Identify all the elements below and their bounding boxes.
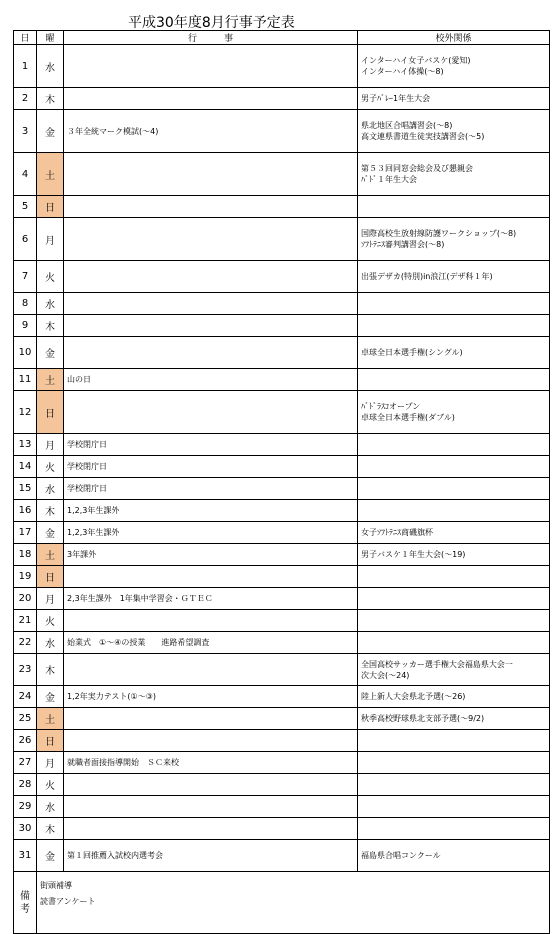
external-cell bbox=[358, 610, 550, 632]
table-row bbox=[14, 840, 550, 872]
table-row bbox=[14, 730, 550, 752]
day-cell: 12 bbox=[14, 391, 37, 434]
external-cell: ﾊﾞﾄﾞﾗｽｺオープン 卓球全日本選手権(ダブル) bbox=[358, 391, 550, 434]
table-row bbox=[14, 500, 550, 522]
event-cell bbox=[64, 196, 358, 218]
table-row bbox=[14, 153, 550, 196]
external-cell bbox=[358, 478, 550, 500]
weekday-cell: 月 bbox=[37, 218, 64, 261]
external-cell: インターハイ女子バスケ(愛知) インターハイ体操(～8) bbox=[358, 45, 550, 88]
weekday-cell: 水 bbox=[37, 293, 64, 315]
external-cell: 出張デザカ(特別)in浪江(デザ科１年) bbox=[358, 261, 550, 293]
table-row bbox=[14, 88, 550, 110]
day-cell: 19 bbox=[14, 566, 37, 588]
event-cell: 3年課外 bbox=[64, 544, 358, 566]
weekday-cell: 土 bbox=[37, 153, 64, 196]
event-cell: 学校閉庁日 bbox=[64, 478, 358, 500]
weekday-cell: 金 bbox=[37, 110, 64, 153]
weekday-cell: 火 bbox=[37, 456, 64, 478]
table-row bbox=[14, 315, 550, 337]
event-cell: 1,2,3年生課外 bbox=[64, 500, 358, 522]
remarks-label: 備 考 bbox=[14, 872, 37, 934]
day-cell: 24 bbox=[14, 686, 37, 708]
event-cell: 就職者面接指導開始 ＳＣ来校 bbox=[64, 752, 358, 774]
day-cell: 30 bbox=[14, 818, 37, 840]
day-cell: 23 bbox=[14, 654, 37, 686]
external-cell: 福島県合唱コンクール bbox=[358, 840, 550, 872]
weekday-cell: 月 bbox=[37, 752, 64, 774]
day-cell: 7 bbox=[14, 261, 37, 293]
day-cell: 21 bbox=[14, 610, 37, 632]
event-cell: ３年全統マーク模試(～4) bbox=[64, 110, 358, 153]
external-cell: 陸上新人大会県北予選(～26) bbox=[358, 686, 550, 708]
page-title: 平成30年度8月行事予定表 bbox=[128, 15, 295, 31]
weekday-cell: 木 bbox=[37, 654, 64, 686]
weekday-cell: 木 bbox=[37, 818, 64, 840]
external-cell: 全国高校サッカー選手権大会福島県大会一 次大会(～24) bbox=[358, 654, 550, 686]
table-row bbox=[14, 196, 550, 218]
table-row bbox=[14, 391, 550, 434]
weekday-cell: 火 bbox=[37, 774, 64, 796]
header-external: 校外関係 bbox=[358, 31, 550, 45]
day-cell: 9 bbox=[14, 315, 37, 337]
table-row bbox=[14, 588, 550, 610]
external-cell bbox=[358, 752, 550, 774]
day-cell: 4 bbox=[14, 153, 37, 196]
event-cell bbox=[64, 391, 358, 434]
table-row bbox=[14, 544, 550, 566]
table-row bbox=[14, 818, 550, 840]
external-cell: 秋季高校野球県北支部予選(～9/2) bbox=[358, 708, 550, 730]
weekday-cell: 木 bbox=[37, 500, 64, 522]
day-cell: 2 bbox=[14, 88, 37, 110]
remarks-notes bbox=[37, 872, 550, 934]
event-cell bbox=[64, 218, 358, 261]
day-cell: 17 bbox=[14, 522, 37, 544]
day-cell: 31 bbox=[14, 840, 37, 872]
table-row bbox=[14, 632, 550, 654]
table-row bbox=[14, 293, 550, 315]
external-cell bbox=[358, 796, 550, 818]
remark-line: 読書アンケート bbox=[40, 897, 96, 906]
day-cell: 26 bbox=[14, 730, 37, 752]
weekday-cell: 日 bbox=[37, 391, 64, 434]
weekday-cell: 日 bbox=[37, 566, 64, 588]
weekday-cell: 日 bbox=[37, 196, 64, 218]
external-cell: 県北地区合唱講習会(～8) 高文連県書道生徒実技講習会(～5) bbox=[358, 110, 550, 153]
event-cell: 2,3年生課外 1年集中学習会・ＧＴＥＣ bbox=[64, 588, 358, 610]
table-row bbox=[14, 774, 550, 796]
table-row bbox=[14, 434, 550, 456]
day-cell: 3 bbox=[14, 110, 37, 153]
external-cell bbox=[358, 196, 550, 218]
event-cell bbox=[64, 774, 358, 796]
weekday-cell: 金 bbox=[37, 840, 64, 872]
external-cell bbox=[358, 566, 550, 588]
event-cell bbox=[64, 818, 358, 840]
weekday-cell: 金 bbox=[37, 686, 64, 708]
table-row bbox=[14, 456, 550, 478]
day-cell: 6 bbox=[14, 218, 37, 261]
day-cell: 25 bbox=[14, 708, 37, 730]
event-cell: 始業式 ①～④の授業 進路希望調査 bbox=[64, 632, 358, 654]
day-cell: 15 bbox=[14, 478, 37, 500]
table-row bbox=[14, 796, 550, 818]
event-cell bbox=[64, 708, 358, 730]
table-row bbox=[14, 110, 550, 153]
weekday-cell: 木 bbox=[37, 315, 64, 337]
external-cell: 男子ﾊﾞﾚｰ1年生大会 bbox=[358, 88, 550, 110]
external-cell bbox=[358, 369, 550, 391]
event-cell bbox=[64, 45, 358, 88]
event-cell: 1,2,3年生課外 bbox=[64, 522, 358, 544]
table-row bbox=[14, 686, 550, 708]
table-row bbox=[14, 369, 550, 391]
weekday-cell: 土 bbox=[37, 369, 64, 391]
event-cell bbox=[64, 610, 358, 632]
event-cell bbox=[64, 293, 358, 315]
table-row bbox=[14, 218, 550, 261]
weekday-cell: 水 bbox=[37, 632, 64, 654]
table-row bbox=[14, 752, 550, 774]
day-cell: 5 bbox=[14, 196, 37, 218]
event-cell: 山の日 bbox=[64, 369, 358, 391]
day-cell: 27 bbox=[14, 752, 37, 774]
event-cell bbox=[64, 88, 358, 110]
header-row bbox=[14, 31, 550, 45]
external-cell bbox=[358, 434, 550, 456]
day-cell: 18 bbox=[14, 544, 37, 566]
external-cell: 国際高校生放射線防護ワークショップ(～8) ｿﾌﾄﾃﾆｽ審判講習会(～8) bbox=[358, 218, 550, 261]
table-row bbox=[14, 478, 550, 500]
event-cell: 第１回推薦入試校内選考会 bbox=[64, 840, 358, 872]
day-cell: 10 bbox=[14, 337, 37, 369]
day-cell: 14 bbox=[14, 456, 37, 478]
table-row bbox=[14, 566, 550, 588]
event-cell: 1,2年実力テスト(①～③) bbox=[64, 686, 358, 708]
external-cell: 卓球全日本選手権(シングル) bbox=[358, 337, 550, 369]
event-cell bbox=[64, 796, 358, 818]
table-row bbox=[14, 708, 550, 730]
event-cell: 学校閉庁日 bbox=[64, 434, 358, 456]
remarks-row bbox=[14, 872, 550, 934]
external-cell bbox=[358, 818, 550, 840]
table-row bbox=[14, 337, 550, 369]
event-cell: 学校閉庁日 bbox=[64, 456, 358, 478]
external-cell bbox=[358, 456, 550, 478]
header-weekday: 曜 bbox=[37, 31, 64, 45]
external-cell bbox=[358, 774, 550, 796]
external-cell: 女子ｿﾌﾄﾃﾆｽ商磯旗杯 bbox=[358, 522, 550, 544]
event-cell bbox=[64, 654, 358, 686]
weekday-cell: 木 bbox=[37, 88, 64, 110]
day-cell: 13 bbox=[14, 434, 37, 456]
weekday-cell: 日 bbox=[37, 730, 64, 752]
external-cell bbox=[358, 500, 550, 522]
weekday-cell: 火 bbox=[37, 610, 64, 632]
day-cell: 28 bbox=[14, 774, 37, 796]
weekday-cell: 水 bbox=[37, 478, 64, 500]
weekday-cell: 土 bbox=[37, 708, 64, 730]
weekday-cell: 水 bbox=[37, 796, 64, 818]
weekday-cell: 月 bbox=[37, 434, 64, 456]
external-cell bbox=[358, 632, 550, 654]
table-row bbox=[14, 610, 550, 632]
day-cell: 1 bbox=[14, 45, 37, 88]
table-row bbox=[14, 654, 550, 686]
external-cell bbox=[358, 293, 550, 315]
weekday-cell: 水 bbox=[37, 45, 64, 88]
table-row bbox=[14, 261, 550, 293]
event-cell bbox=[64, 261, 358, 293]
weekday-cell: 金 bbox=[37, 522, 64, 544]
external-cell bbox=[358, 730, 550, 752]
weekday-cell: 土 bbox=[37, 544, 64, 566]
remark-line: 街頭補導 bbox=[40, 881, 72, 890]
day-cell: 20 bbox=[14, 588, 37, 610]
weekday-cell: 月 bbox=[37, 588, 64, 610]
external-cell bbox=[358, 588, 550, 610]
external-cell: 第５３回同窓会総会及び懇親会 ﾊﾞﾄﾞ１年生大会 bbox=[358, 153, 550, 196]
table-row bbox=[14, 522, 550, 544]
day-cell: 11 bbox=[14, 369, 37, 391]
event-cell bbox=[64, 153, 358, 196]
event-cell bbox=[64, 566, 358, 588]
event-cell bbox=[64, 730, 358, 752]
day-cell: 29 bbox=[14, 796, 37, 818]
weekday-cell: 火 bbox=[37, 261, 64, 293]
external-cell bbox=[358, 315, 550, 337]
day-cell: 16 bbox=[14, 500, 37, 522]
schedule-table bbox=[13, 30, 550, 934]
header-day: 日 bbox=[14, 31, 37, 45]
table-row bbox=[14, 45, 550, 88]
day-cell: 22 bbox=[14, 632, 37, 654]
external-cell: 男子バスケ１年生大会(～19) bbox=[358, 544, 550, 566]
weekday-cell: 金 bbox=[37, 337, 64, 369]
event-cell bbox=[64, 315, 358, 337]
day-cell: 8 bbox=[14, 293, 37, 315]
header-events: 行 事 bbox=[64, 31, 358, 45]
event-cell bbox=[64, 337, 358, 369]
